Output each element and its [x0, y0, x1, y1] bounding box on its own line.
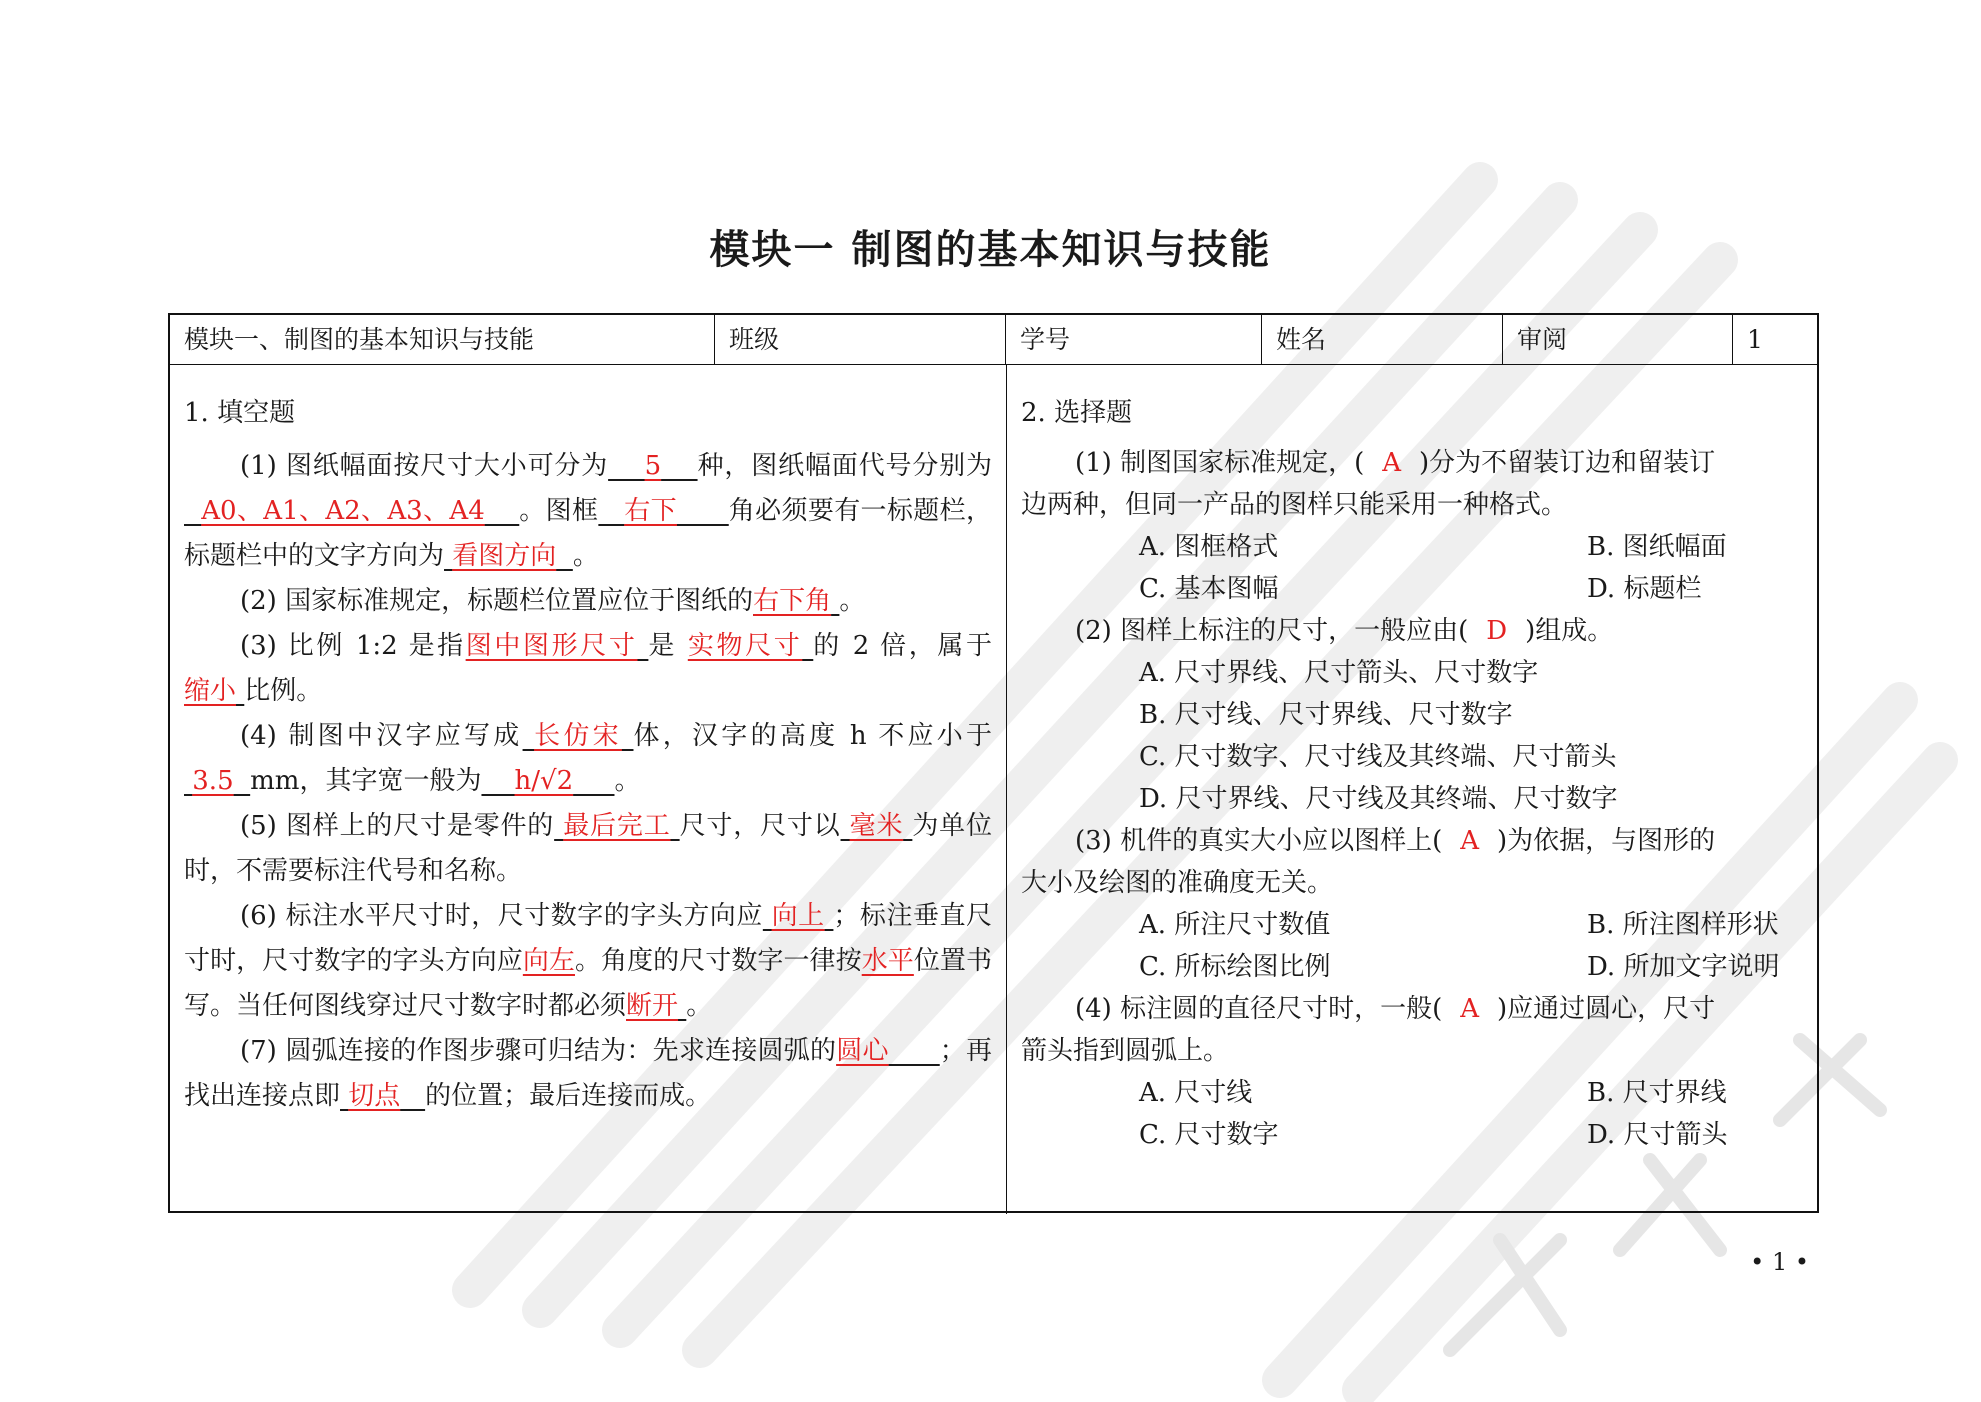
- answer-text: 图中图形尺寸: [465, 631, 638, 661]
- fill-in-question-2: [184, 579, 992, 624]
- question-text: )分为不留装订边和留装订: [1419, 448, 1716, 478]
- choice-option: C. 尺寸数字: [1139, 1120, 1279, 1150]
- fill-in-question-1: [184, 444, 992, 579]
- question-text: 圆弧连接的作图步骤可归结为：先求连接圆弧的: [285, 1036, 837, 1066]
- answer-text: A: [1382, 448, 1402, 478]
- question-text: 制图中汉字应写成: [288, 721, 523, 751]
- answer-text: 长仿宋: [534, 721, 622, 751]
- page-title: 模块一 制图的基本知识与技能: [709, 227, 1272, 273]
- header-name-cell: 姓名: [1262, 315, 1503, 364]
- question-text: 体，汉字的高度 h 不应小于: [633, 721, 993, 751]
- header-module-cell: 模块一、制图的基本知识与技能: [170, 315, 715, 364]
- answer-text: 5: [644, 451, 662, 481]
- question-number: (2): [240, 586, 277, 616]
- choice-option: D. 尺寸箭头: [1587, 1120, 1728, 1150]
- answer-text: A: [1460, 994, 1480, 1024]
- answer-text: A0、A1、A2、A3、A4: [201, 496, 485, 526]
- question-text: )为依据，与图形的: [1497, 826, 1716, 856]
- question-number: (6): [240, 901, 277, 931]
- answer-text: 断开: [626, 991, 679, 1021]
- question-text: 角必须要有一标题栏，标题栏中的文字方向为: [184, 496, 993, 571]
- question-number: (7): [240, 1036, 277, 1066]
- answer-text: 水平: [861, 946, 914, 976]
- choice-option: A. 尺寸界线、尺寸箭头、尺寸数字: [1139, 658, 1539, 688]
- question-text: mm，其字宽一般为: [250, 766, 482, 796]
- question-text: 。角度的尺寸数字一律按: [574, 946, 862, 976]
- column-divider: [1006, 364, 1007, 1214]
- question-text: (2) 图样上标注的尺寸，一般应由(: [1075, 616, 1469, 646]
- fill-in-question-4: [184, 714, 992, 804]
- worksheet-table: [168, 313, 1819, 1213]
- answer-text: 向左: [522, 946, 575, 976]
- question-text: 。: [839, 586, 866, 616]
- question-text: 的 2 倍，属于: [813, 631, 993, 661]
- question-text: 图纸幅面按尺寸大小可分为: [285, 451, 609, 481]
- question-text: 国家标准规定，标题栏位置应位于图纸的: [285, 586, 754, 616]
- choice-option: B. 尺寸线、尺寸界线、尺寸数字: [1139, 700, 1513, 730]
- choice-option: D. 标题栏: [1587, 574, 1702, 604]
- answer-text: 3.5: [192, 766, 234, 796]
- question-text: 。: [614, 766, 641, 796]
- question-text: 为单位时，不需要标注代号和名称。: [184, 811, 992, 886]
- choice-question-1-cont: 边两种，但同一产品的图样只能采用一种格式。: [1021, 490, 1568, 520]
- question-text: ；再找出连接点即: [184, 1036, 992, 1111]
- choice-option: C. 尺寸数字、尺寸线及其终端、尺寸箭头: [1139, 742, 1617, 772]
- answer-text: 看图方向: [452, 541, 557, 571]
- choice-question-2: [1021, 610, 1809, 652]
- choice-option: A. 所注尺寸数值: [1139, 910, 1331, 940]
- choice-option: B. 所注图样形状: [1587, 910, 1779, 940]
- question-number: (1): [240, 451, 277, 481]
- choice-option: D. 所加文字说明: [1587, 952, 1780, 982]
- header-student-no-cell: 学号: [1006, 315, 1262, 364]
- fill-in-question-7: [184, 1029, 992, 1119]
- question-text: (4) 标注圆的直径尺寸时，一般(: [1075, 994, 1443, 1024]
- question-number: (3): [240, 631, 277, 661]
- question-text: 种，图纸幅面代号分别为: [697, 451, 993, 481]
- question-text: (1) 制图国家标准规定，(: [1075, 448, 1365, 478]
- choice-question-1: [1021, 442, 1809, 484]
- question-text: 是: [648, 631, 678, 661]
- question-text: )应通过圆心，尺寸: [1497, 994, 1716, 1024]
- answer-text: h/√2: [514, 766, 574, 796]
- choice-option: A. 尺寸线: [1139, 1078, 1253, 1108]
- question-text: 的位置；最后连接而成。: [425, 1081, 712, 1111]
- question-text: 。图框: [519, 496, 599, 526]
- fill-in-question-3: [184, 624, 992, 714]
- question-text: 位置书写。当任何图线穿过尺寸数字时都必须: [184, 946, 992, 1021]
- answer-text: 向上: [771, 901, 825, 931]
- answer-text: 最后完工: [563, 811, 671, 841]
- question-text: 尺寸，尺寸以: [679, 811, 841, 841]
- question-text: 。: [572, 541, 599, 571]
- choice-question-4-cont: 箭头指到圆弧上。: [1021, 1036, 1230, 1066]
- answer-text: A: [1460, 826, 1480, 856]
- answer-text: 缩小: [184, 676, 237, 706]
- choice-option: B. 尺寸界线: [1587, 1078, 1727, 1108]
- question-text: 比例 1:2 是指: [287, 631, 466, 661]
- choice-option: C. 所标绘图比例: [1139, 952, 1331, 982]
- header-class-cell: 班级: [715, 315, 1006, 364]
- question-text: 。: [686, 991, 713, 1021]
- question-number: (4): [240, 721, 277, 751]
- choice-question-3-cont: 大小及绘图的准确度无关。: [1021, 868, 1334, 898]
- fill-in-question-5: [184, 804, 992, 894]
- question-text: 标注水平尺寸时，尺寸数字的字头方向应: [285, 901, 763, 931]
- page-number: • 1 •: [1750, 1248, 1809, 1276]
- question-number: (5): [240, 811, 277, 841]
- choice-option: D. 尺寸界线、尺寸线及其终端、尺寸数字: [1139, 784, 1618, 814]
- choice-question-4: [1021, 988, 1809, 1030]
- choice-option: A. 图框格式: [1139, 532, 1279, 562]
- choice-option: B. 图纸幅面: [1587, 532, 1727, 562]
- choice-option: C. 基本图幅: [1139, 574, 1279, 604]
- fill-in-question-6: [184, 894, 992, 1029]
- choice-title: 2. 选择题: [1021, 398, 1133, 428]
- answer-text: 圆心: [836, 1036, 889, 1066]
- answer-text: 实物尺寸: [687, 631, 803, 661]
- worksheet-header-row: [170, 315, 1817, 365]
- question-text: (3) 机件的真实大小应以图样上(: [1075, 826, 1443, 856]
- answer-text: D: [1486, 616, 1508, 646]
- answer-text: 右下: [624, 496, 677, 526]
- question-text: 图样上的尺寸是零件的: [285, 811, 555, 841]
- answer-text: 右下角: [753, 586, 832, 616]
- question-text: 比例。: [244, 676, 323, 706]
- fill-in-title: 1. 填空题: [184, 398, 296, 428]
- question-text: ；标注垂直尺寸时，尺寸数字的字头方向应: [184, 901, 992, 976]
- choice-question-3: [1021, 820, 1809, 862]
- answer-text: 毫米: [849, 811, 904, 841]
- question-text: )组成。: [1525, 616, 1614, 646]
- answer-text: 切点: [348, 1081, 401, 1111]
- header-page-cell: 1: [1747, 325, 1763, 354]
- header-review-cell: 审阅: [1503, 315, 1733, 364]
